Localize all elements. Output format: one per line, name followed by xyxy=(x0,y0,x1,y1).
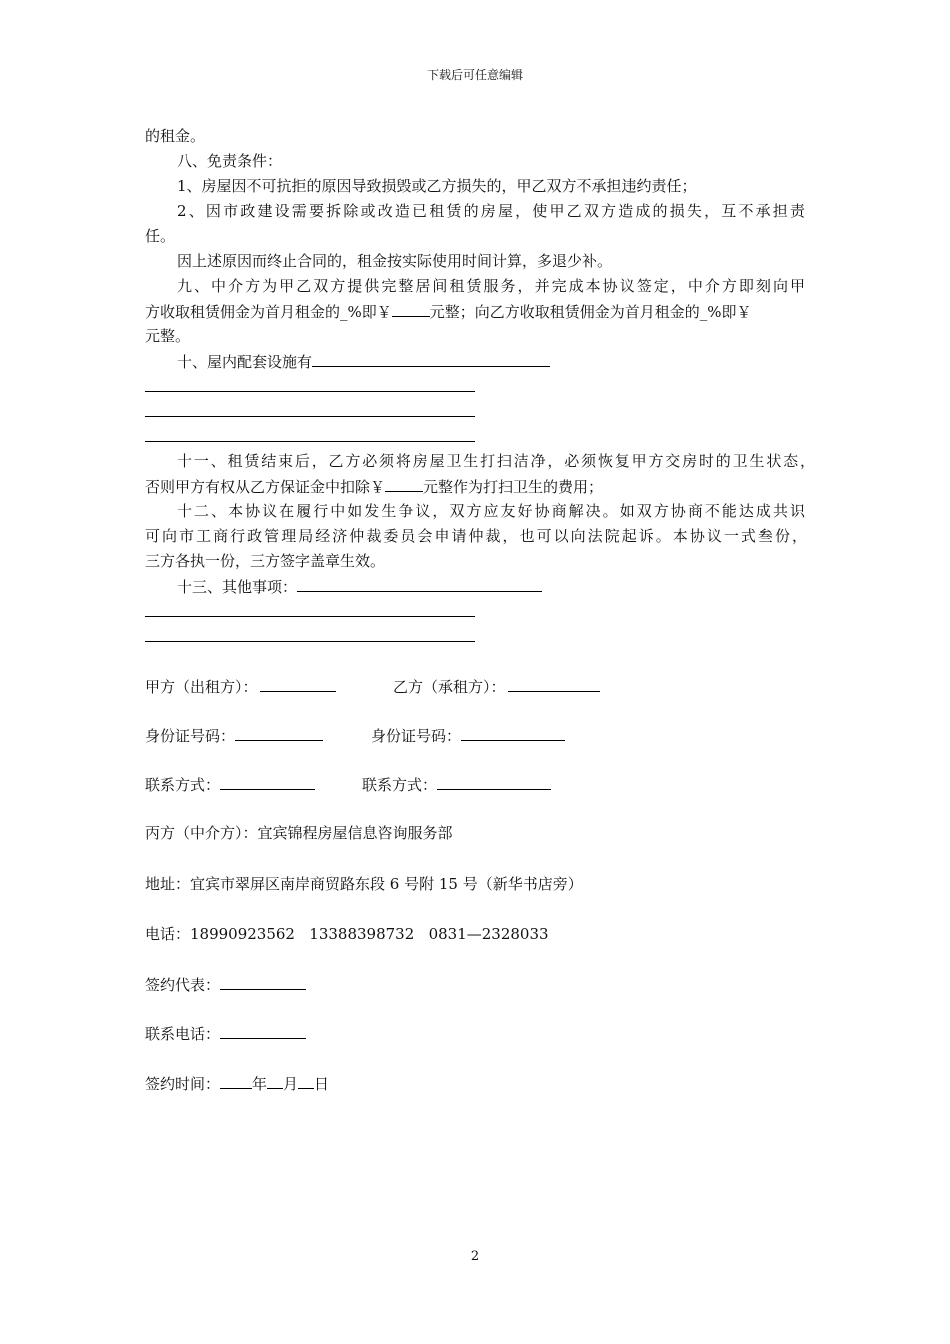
id-b-label: 身份证号码： xyxy=(371,727,462,745)
party-b-blank[interactable] xyxy=(508,675,600,692)
facilities-blank[interactable] xyxy=(312,350,550,367)
contact-b-group xyxy=(362,773,551,796)
id-row xyxy=(145,724,462,747)
page-number: 2 xyxy=(470,1249,480,1264)
rep-phone-row xyxy=(145,1022,306,1045)
month-blank[interactable] xyxy=(267,1072,283,1089)
clause-10-label: 十、屋内配套设施有 xyxy=(177,353,313,371)
clause-11-part-a: 否则甲方有权从乙方保证金中扣除￥ xyxy=(145,478,386,496)
day-blank[interactable] xyxy=(298,1072,314,1089)
clause-12-line-1: 十二、本协议在履行中如发生争议，双方应友好协商解决。如双方协商不能达成共识 xyxy=(177,502,805,520)
clause-9-line-2-part-b: 元整；向乙方收取租赁佣金为首月租金的_%即￥ xyxy=(429,303,752,321)
clause-9-line-2 xyxy=(145,300,805,323)
party-a-blank[interactable] xyxy=(260,675,336,692)
other-matters-rule-1[interactable] xyxy=(145,616,475,617)
facilities-rule-1[interactable] xyxy=(145,391,475,392)
clause-8-title: 八、免责条件： xyxy=(177,152,283,170)
clause-13-line xyxy=(177,575,542,598)
clause-9-line-3: 元整。 xyxy=(145,327,191,345)
year-blank[interactable] xyxy=(220,1072,252,1089)
id-a-label: 身份证号码： xyxy=(145,727,236,745)
representative-row xyxy=(145,973,306,996)
representative-blank[interactable] xyxy=(220,973,306,990)
clause-8-item-2-line-1: 2、因市政建设需要拆除或改造已租赁的房屋，使甲乙双方造成的损失，互不承担责 xyxy=(177,202,805,220)
contact-b-blank[interactable] xyxy=(437,773,551,790)
id-a-blank[interactable] xyxy=(235,724,323,741)
clause-12-line-3: 三方各执一份，三方签字盖章生效。 xyxy=(145,552,386,570)
other-matters-blank[interactable] xyxy=(297,575,542,592)
clause-8-item-2-line-2: 任。 xyxy=(145,227,176,245)
rep-phone-blank[interactable] xyxy=(220,1022,306,1039)
clause-11-part-b: 元整作为打扫卫生的费用； xyxy=(423,478,604,496)
month-label: 月 xyxy=(283,1075,299,1093)
rep-phone-label: 联系电话： xyxy=(145,1025,221,1043)
year-label: 年 xyxy=(252,1075,268,1093)
page-header: 下载后可任意编辑 xyxy=(426,68,523,82)
contact-a-blank[interactable] xyxy=(220,773,315,790)
date-label: 签约时间： xyxy=(145,1075,221,1093)
other-matters-rule-2[interactable] xyxy=(145,641,475,642)
representative-label: 签约代表： xyxy=(145,976,221,994)
day-label: 日 xyxy=(314,1075,330,1093)
id-b-blank[interactable] xyxy=(461,724,565,741)
clause-12-line-2: 可向市工商行政管理局经济仲裁委员会申请仲裁，也可以向法院起诉。本协议一式叁份， xyxy=(145,527,807,545)
clause-8-item-1: 1、房屋因不可抗拒的原因导致损毁或乙方损失的，甲乙双方不承担违约责任； xyxy=(177,177,697,195)
clause-13-label: 十三、其他事项： xyxy=(177,578,298,596)
paragraph-continuation: 的租金。 xyxy=(145,127,206,145)
clause-10-line xyxy=(177,350,550,373)
clause-11-line-2 xyxy=(145,475,603,498)
facilities-rule-2[interactable] xyxy=(145,416,475,417)
clause-11-line-1: 十一、租赁结束后，乙方必须将房屋卫生打扫洁净，必须恢复甲方交房时的卫生状态， xyxy=(177,452,815,470)
agent-line: 丙方（中介方）：宜宾锦程房屋信息咨询服务部 xyxy=(145,824,453,842)
address-line: 地址：宜宾市翠屏区南岸商贸路东段 6 号附 15 号（新华书店旁） xyxy=(145,875,583,893)
clause-9-line-1: 九、中介方为甲乙双方提供完整居间租赁服务，并完成本协议签定，中介方即刻向甲 xyxy=(177,277,805,295)
contact-b-label: 联系方式： xyxy=(362,776,438,794)
contact-row xyxy=(145,773,438,796)
party-a-label: 甲方（出租方）： xyxy=(145,678,258,696)
cleaning-fee-blank[interactable] xyxy=(385,475,423,492)
contact-a-label: 联系方式： xyxy=(145,776,221,794)
clause-8-note: 因上述原因而终止合同的，租金按实际使用时间计算，多退少补。 xyxy=(177,252,613,270)
commission-a-blank[interactable] xyxy=(392,300,430,317)
facilities-rule-3[interactable] xyxy=(145,441,475,442)
id-b-group xyxy=(371,724,565,747)
date-row xyxy=(145,1072,329,1095)
clause-9-line-2-part-a: 方收取租赁佣金为首月租金的_%即￥ xyxy=(145,303,392,321)
party-b-group xyxy=(393,675,600,698)
party-a-row xyxy=(145,675,506,698)
phone-line: 电话：18990923562 13388398732 0831—2328033 xyxy=(145,925,549,943)
party-b-label: 乙方（承租方）： xyxy=(393,678,506,696)
